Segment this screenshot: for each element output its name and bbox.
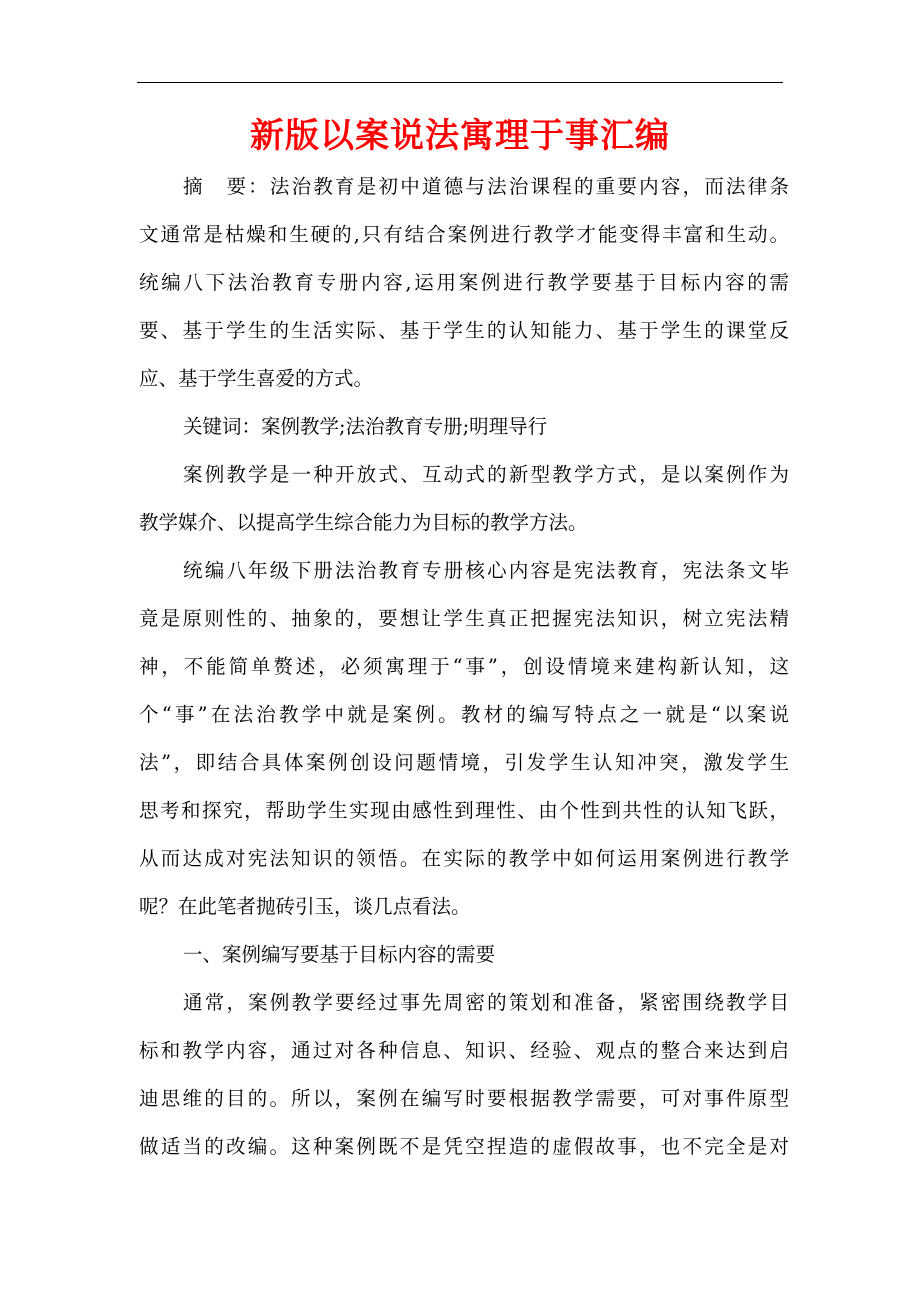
body-text-line: 统编八下法治教育专册内容,运用案例进行教学要基于目标内容的需: [139, 271, 789, 294]
body-text-line: 呢？在此笔者抛砖引玉，谈几点看法。: [139, 895, 471, 918]
body-text-line: 迪思维的目的。所以，案例在编写时要根据教学需要，可对事件原型: [139, 1087, 789, 1110]
body-text-line: 做适当的改编。这种案例既不是凭空捏造的虚假故事，也不完全是对: [139, 1135, 789, 1158]
body-text-line: 标和教学内容，通过对各种信息、知识、经验、观点的整合来达到启: [139, 1039, 789, 1062]
body-text-line: 案例教学是一种开放式、互动式的新型教学方式，是以案例作为: [183, 463, 789, 486]
document-title: 新版以案说法寓理于事汇编: [250, 116, 670, 156]
body-text-line: 摘 要：法治教育是初中道德与法治课程的重要内容，而法律条: [183, 175, 789, 198]
body-text-line: 要、基于学生的生活实际、基于学生的认知能力、基于学生的课堂反: [139, 319, 789, 342]
body-text-line: 法”，即结合具体案例创设问题情境，引发学生认知冲突，激发学生: [139, 751, 789, 774]
body-text-line: 神，不能简单赘述，必须寓理于“事”，创设情境来建构新认知，这: [139, 655, 789, 678]
body-text-line: 思考和探究，帮助学生实现由感性到理性、由个性到共性的认知飞跃，: [139, 799, 789, 822]
body-text-line: 一、案例编写要基于目标内容的需要: [183, 943, 496, 966]
document-body: [139, 163, 789, 1171]
body-text-line: 文通常是枯燥和生硬的,只有结合案例进行教学才能变得丰富和生动。: [139, 223, 789, 246]
body-text-line: 关键词：案例教学;法治教育专册;明理导行: [183, 415, 548, 438]
body-text-line: 通常，案例教学要经过事先周密的策划和准备，紧密围绕教学目: [183, 991, 789, 1014]
body-text-line: 个“事”在法治教学中就是案例。教材的编写特点之一就是“以案说: [139, 703, 789, 726]
body-text-line: 应、基于学生喜爱的方式。: [139, 367, 374, 390]
header-rule: [137, 82, 783, 83]
body-text-line: 教学媒介、以提高学生综合能力为目标的教学方法。: [139, 511, 588, 534]
body-text-line: 从而达成对宪法知识的领悟。在实际的教学中如何运用案例进行教学: [139, 847, 789, 870]
body-text-line: 统编八年级下册法治教育专册核心内容是宪法教育，宪法条文毕: [183, 559, 789, 582]
body-text-line: 竟是原则性的、抽象的，要想让学生真正把握宪法知识，树立宪法精: [139, 607, 789, 630]
